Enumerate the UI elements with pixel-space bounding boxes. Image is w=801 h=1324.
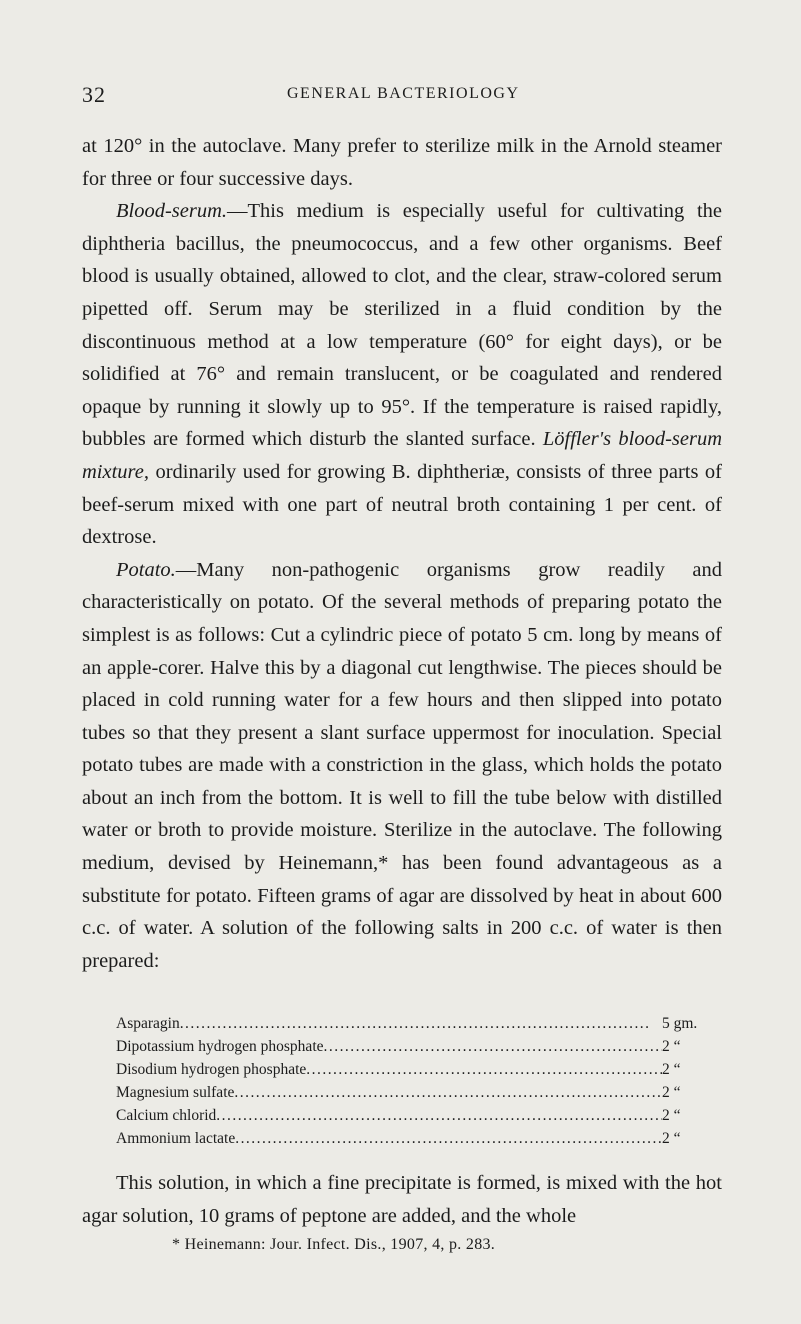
potato-text: —Many non-pathogenic organisms grow readily and characteristically on potato. Of the several methods of preparing potato the simplest is as follows: Cut a cylindric piece of potato 5 cm. long by means of an apple-corer. Halve this by a diagonal cut lengthwise. The pieces should be placed in cold running water for a few hours and then slipped into potato tubes so that they present a slant surface uppermost for inoculation. Special potato tubes are made with a constriction in the glass, which holds the potato about an inch from the bottom. It is well to fill the tube below with distilled water or broth to provide moisture. Sterilize in the autoclave. The following medium, devised by Heinemann,* has been found advantageous as a substitute for potato. Fifteen grams of agar are dissolved by heat in about 600 c.c. of water. A solution of the following salts in 200 c.c. of water is then prepared:: [82, 558, 722, 972]
table-row: [116, 1012, 722, 1035]
table-row: [116, 1104, 722, 1127]
blood-serum-text-b: ordinarily used for growing B. diphtheriæ, consists of three parts of beef-serum mixed with one part of neutral broth containing 1 per cent. of dextrose.: [82, 460, 722, 549]
salt-amount: 2 “: [662, 1130, 681, 1147]
salt-name: Disodium hydrogen phosphate: [116, 1061, 307, 1078]
dot-leader: [216, 1104, 662, 1127]
loffler-mixture-term: Löffler's blood-serum mixture,: [82, 428, 723, 483]
salt-amount: 2 “: [662, 1061, 681, 1078]
paragraph-blood-serum: [82, 195, 722, 554]
dot-leader: [306, 1058, 662, 1081]
salts-table: [116, 1012, 722, 1150]
table-row: [116, 1127, 722, 1150]
salt-amount: 2 “: [662, 1107, 681, 1124]
table-row: [116, 1081, 722, 1104]
section-heading-blood-serum: Blood-serum.: [116, 200, 228, 223]
salt-amount: 2 “: [662, 1038, 681, 1055]
dot-leader: [180, 1012, 662, 1035]
salt-name: Asparagin: [116, 1015, 180, 1032]
page-header: [82, 82, 722, 112]
page-number: 32: [82, 82, 106, 107]
salt-name: Dipotassium hydrogen phosphate: [116, 1038, 324, 1055]
running-head: GENERAL BACTERIOLOGY: [287, 85, 520, 102]
closing-text: [82, 1167, 722, 1232]
salt-name: Magnesium sulfate: [116, 1084, 235, 1101]
salt-amount: 5 gm.: [662, 1015, 698, 1032]
salt-amount: 2 “: [662, 1084, 681, 1101]
paragraph-potato: [82, 554, 722, 978]
dot-leader: [235, 1127, 662, 1150]
paragraph-autoclave: at 120° in the autoclave. Many prefer to sterilize milk in the Arnold steamer for three or four successive days.: [82, 135, 722, 190]
dot-leader: [324, 1035, 662, 1058]
salt-name: Calcium chlorid: [116, 1107, 217, 1124]
paragraph-precipitate: This solution, in which a fine precipitate is formed, is mixed with the hot agar solution, 10 grams of peptone are added, and the whole: [82, 1172, 722, 1227]
body-text: [82, 130, 722, 977]
footnote: * Heinemann: Jour. Infect. Dis., 1907, 4, p. 283.: [172, 1236, 496, 1253]
dot-leader: [234, 1081, 662, 1104]
blood-serum-text-a: —This medium is especially useful for cultivating the diphtheria bacillus, the pneumococcus, and a few other organisms. Beef blood is usually obtained, allowed to clot, and the clear, straw-colored serum pipetted off. Serum may be sterilized in a fluid condition by the discontinuous method at a low temperature (60° for eight days), or be solidified at 76° and remain translucent, or be coagulated and rendered opaque by running it slowly up to 95°. If the temperature is raised rapidly, bubbles are formed which disturb the slanted surface.: [82, 200, 722, 451]
section-heading-potato: Potato.: [116, 558, 176, 581]
table-row: [116, 1058, 722, 1081]
salt-name: Ammonium lactate: [116, 1130, 236, 1147]
table-row: [116, 1035, 722, 1058]
